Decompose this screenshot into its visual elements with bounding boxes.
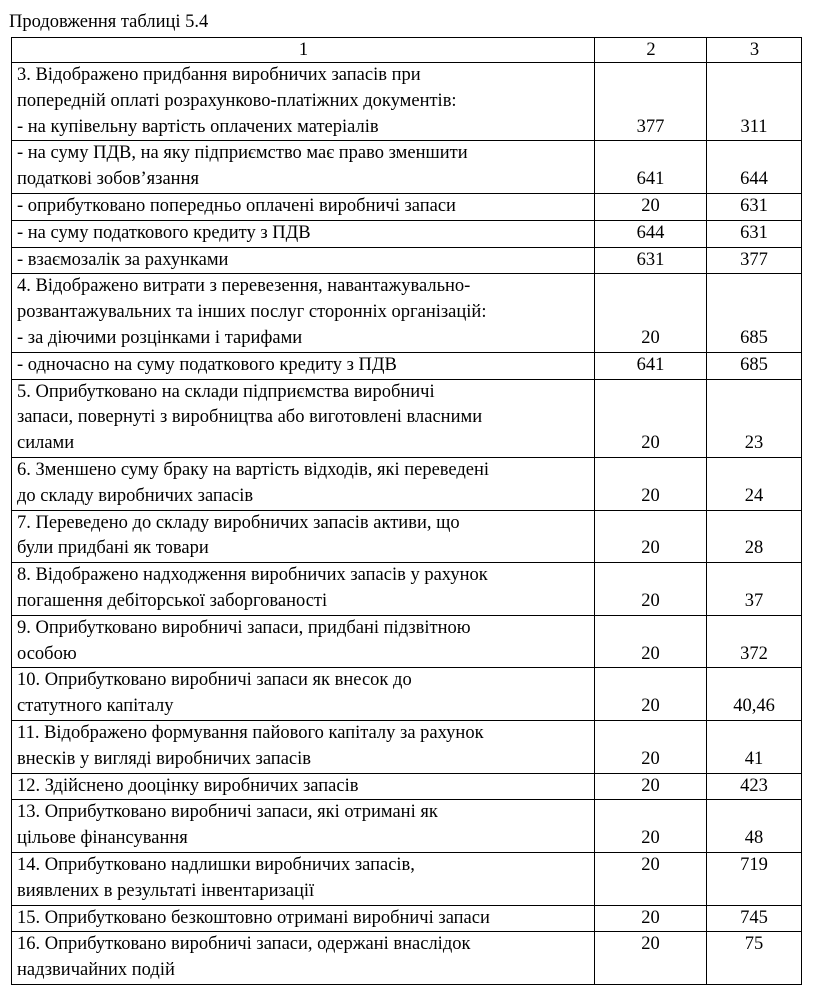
table-row bbox=[12, 352, 802, 379]
table-row bbox=[12, 220, 802, 247]
description-line: були придбані як товари bbox=[17, 538, 209, 559]
row-description bbox=[12, 905, 595, 932]
debit-account: 20 bbox=[595, 510, 707, 563]
debit-account: 641 bbox=[595, 141, 707, 194]
debit-account: 20 bbox=[595, 193, 707, 220]
debit-account: 20 bbox=[595, 852, 707, 905]
table-row bbox=[12, 720, 802, 773]
row-description bbox=[12, 457, 595, 510]
row-description bbox=[12, 379, 595, 457]
table-caption: Продовження таблиці 5.4 bbox=[9, 12, 209, 32]
row-description bbox=[12, 274, 595, 352]
credit-account: 311 bbox=[707, 63, 802, 141]
description-line: виявлених в результаті інвентаризації bbox=[17, 880, 315, 901]
table-row bbox=[12, 63, 802, 141]
row-description bbox=[12, 800, 595, 853]
description-line: внесків у вигляді виробничих запасів bbox=[17, 748, 311, 769]
debit-account: 20 bbox=[595, 379, 707, 457]
debit-account: 20 bbox=[595, 720, 707, 773]
table-row bbox=[12, 274, 802, 352]
credit-account: 631 bbox=[707, 193, 802, 220]
debit-account: 20 bbox=[595, 274, 707, 352]
description-line: - на суму податкового кредиту з ПДВ bbox=[17, 222, 311, 243]
credit-account: 423 bbox=[707, 773, 802, 800]
credit-account: 41 bbox=[707, 720, 802, 773]
description-line: силами bbox=[17, 433, 75, 454]
row-description bbox=[12, 563, 595, 616]
description-line: надзвичайних подій bbox=[17, 960, 175, 981]
description-line: запаси, повернуті з виробництва або виготовлені власними bbox=[17, 407, 483, 428]
description-line: 9. Оприбутковано виробничі запаси, придбані підзвітною bbox=[17, 617, 471, 638]
header-col-2: 2 bbox=[595, 38, 707, 63]
row-description bbox=[12, 668, 595, 721]
description-line: - взаємозалік за рахунками bbox=[17, 249, 229, 270]
credit-account: 685 bbox=[707, 352, 802, 379]
credit-account: 24 bbox=[707, 457, 802, 510]
credit-account: 23 bbox=[707, 379, 802, 457]
description-line: цільове фінансування bbox=[17, 828, 188, 849]
debit-account: 377 bbox=[595, 63, 707, 141]
description-line: 3. Відображено придбання виробничих запасів при bbox=[17, 65, 421, 85]
description-line: 16. Оприбутковано виробничі запаси, одержані внаслідок bbox=[17, 934, 471, 955]
credit-account: 719 bbox=[707, 852, 802, 905]
header-col-1: 1 bbox=[12, 38, 595, 63]
description-line: попередній оплаті розрахунково-платіжних документів: bbox=[17, 90, 457, 111]
debit-account: 20 bbox=[595, 668, 707, 721]
table-row bbox=[12, 615, 802, 668]
table-row bbox=[12, 932, 802, 985]
description-line: до складу виробничих запасів bbox=[17, 485, 254, 506]
description-line: - на купівельну вартість оплачених матеріалів bbox=[17, 116, 379, 137]
row-description bbox=[12, 852, 595, 905]
debit-account: 20 bbox=[595, 800, 707, 853]
description-line: 11. Відображено формування пайового капіталу за рахунок bbox=[17, 722, 484, 743]
table-row bbox=[12, 563, 802, 616]
credit-account: 28 bbox=[707, 510, 802, 563]
description-line: - одночасно на суму податкового кредиту з ПДВ bbox=[17, 354, 397, 375]
table-row bbox=[12, 457, 802, 510]
header-row bbox=[12, 38, 802, 63]
debit-account: 20 bbox=[595, 563, 707, 616]
description-line: 15. Оприбутковано безкоштовно отримані виробничі запаси bbox=[17, 907, 490, 928]
row-description bbox=[12, 141, 595, 194]
description-line: - за діючими розцінками і тарифами bbox=[17, 327, 303, 348]
description-line: 7. Переведено до складу виробничих запасів активи, що bbox=[17, 512, 460, 533]
description-line: 14. Оприбутковано надлишки виробничих запасів, bbox=[17, 854, 415, 875]
credit-account: 372 bbox=[707, 615, 802, 668]
description-line: особою bbox=[17, 643, 77, 664]
description-line: 5. Оприбутковано на склади підприємства виробничі bbox=[17, 381, 435, 402]
description-line: розвантажувальних та інших послуг сторонніх організацій: bbox=[17, 302, 487, 323]
table-row bbox=[12, 510, 802, 563]
credit-account: 48 bbox=[707, 800, 802, 853]
journal-entries-table bbox=[11, 37, 802, 985]
debit-account: 20 bbox=[595, 457, 707, 510]
table-row bbox=[12, 905, 802, 932]
credit-account: 75 bbox=[707, 932, 802, 985]
table-row bbox=[12, 800, 802, 853]
row-description bbox=[12, 220, 595, 247]
debit-account: 20 bbox=[595, 932, 707, 985]
row-description bbox=[12, 720, 595, 773]
credit-account: 685 bbox=[707, 274, 802, 352]
table-row bbox=[12, 773, 802, 800]
row-description bbox=[12, 63, 595, 141]
table-row bbox=[12, 668, 802, 721]
header-col-3: 3 bbox=[707, 38, 802, 63]
credit-account: 377 bbox=[707, 247, 802, 274]
debit-account: 631 bbox=[595, 247, 707, 274]
description-line: погашення дебіторської заборгованості bbox=[17, 590, 328, 611]
row-description bbox=[12, 193, 595, 220]
description-line: - на суму ПДВ, на яку підприємство має право зменшити bbox=[17, 143, 468, 164]
description-line: 10. Оприбутковано виробничі запаси як внесок до bbox=[17, 670, 412, 691]
credit-account: 644 bbox=[707, 141, 802, 194]
debit-account: 641 bbox=[595, 352, 707, 379]
description-line: 4. Відображено витрати з перевезення, навантажувально- bbox=[17, 276, 471, 297]
description-line: 8. Відображено надходження виробничих запасів у рахунок bbox=[17, 565, 488, 586]
row-description bbox=[12, 615, 595, 668]
table-row bbox=[12, 141, 802, 194]
credit-account: 40,46 bbox=[707, 668, 802, 721]
description-line: статутного капіталу bbox=[17, 696, 174, 717]
debit-account: 20 bbox=[595, 905, 707, 932]
description-line: - оприбутковано попередньо оплачені виробничі запаси bbox=[17, 195, 456, 216]
table-row bbox=[12, 379, 802, 457]
description-line: 12. Здійснено дооцінку виробничих запасів bbox=[17, 775, 359, 796]
row-description bbox=[12, 510, 595, 563]
table-row bbox=[12, 247, 802, 274]
description-line: 13. Оприбутковано виробничі запаси, які отримані як bbox=[17, 802, 438, 823]
credit-account: 631 bbox=[707, 220, 802, 247]
debit-account: 20 bbox=[595, 773, 707, 800]
row-description bbox=[12, 352, 595, 379]
debit-account: 644 bbox=[595, 220, 707, 247]
credit-account: 745 bbox=[707, 905, 802, 932]
table-row bbox=[12, 852, 802, 905]
row-description bbox=[12, 247, 595, 274]
row-description bbox=[12, 932, 595, 985]
description-line: податкові зобов’язання bbox=[17, 169, 199, 190]
table-row bbox=[12, 193, 802, 220]
row-description bbox=[12, 773, 595, 800]
debit-account: 20 bbox=[595, 615, 707, 668]
credit-account: 37 bbox=[707, 563, 802, 616]
description-line: 6. Зменшено суму браку на вартість відходів, які переведені bbox=[17, 459, 490, 480]
